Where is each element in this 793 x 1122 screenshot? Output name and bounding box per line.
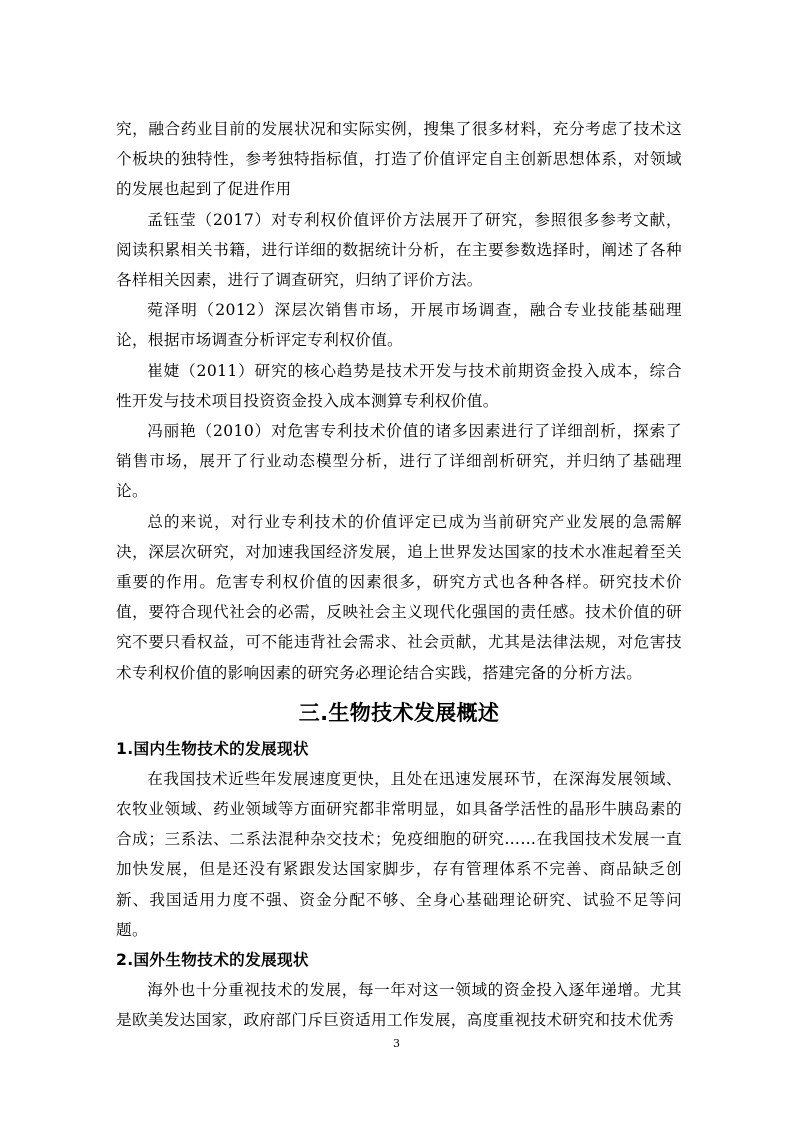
subsection-title-foreign: 2.国外生物技术的发展现状 xyxy=(116,951,309,970)
paragraph-meng: 孟钰莹（2017）对专利权价值评价方法展开了研究，参照很多参考文献，阅读积累相关书籍，进行详细的数据统计分析，在主要参数选择时，阐述了各种各样相关因素，进行了调查研究，归纳了评价方法。 xyxy=(116,210,682,290)
paragraph-summary: 总的来说，对行业专利技术的价值评定已成为当前研究产业发展的急需解决，深层次研究，对加速我国经济发展，追上世界发达国家的技术水准起着至关重要的作用。危害专利权价值的因素很多，研究方式也各种各样。研究技术价值，要符合现代社会的必需，反映社会主义现代化强国的责任感。技术价值的研究不要只看权益，可不能违背社会需求、社会贡献，尤其是法律法规，对危害技术专利权价值的影响因素的研究务必理论结合实践，搭建完备的分析方法。 xyxy=(116,512,682,682)
section-title: 三.生物技术发展概述 xyxy=(298,700,500,725)
page-number: 3 xyxy=(393,1037,400,1050)
paragraph-foreign: 海外也十分重视技术的发展，每一年对这一领域的资金投入逐年递增。尤其是欧美发达国家，政府部门斥巨资适用工作发展，高度重视技术研究和技术优秀 xyxy=(116,981,682,1030)
body-text xyxy=(116,114,682,1035)
paragraph-domestic: 在我国技术近些年发展速度更快，且处在迅速发展环节，在深海发展领域、农牧业领域、药业领域等方面研究都非常明显，如具备学活性的晶形牛胰岛素的合成；三系法、二系法混种杂交技术；免疫细胞的研究……在我国技术发展一直加快发展，但是还没有紧跟发达国家脚步，存有管理体系不完善、商品缺乏创新、我国适用力度不强、资金分配不够、全身心基础理论研究、试验不足等问题。 xyxy=(116,769,682,939)
paragraph-continued: 究，融合药业目前的发展状况和实际实例，搜集了很多材料，充分考虑了技术这个板块的独特性，参考独特指标值，打造了价值评定自主创新思想体系，对领域的发展也起到了促进作用 xyxy=(116,120,682,199)
paragraph-feng: 冯丽艳（2010）对危害专利技术价值的诸多因素进行了详细剖析，探索了销售市场，展开了行业动态模型分析，进行了详细剖析研究，并归纳了基础理论。 xyxy=(116,422,682,501)
paragraph-cui: 崔婕（2011）研究的核心趋势是技术开发与技术前期资金投入成本，综合性开发与技术项目投资资金投入成本测算专利权价值。 xyxy=(116,361,682,410)
paragraph-wan: 菀泽明（2012）深层次销售市场，开展市场调查，融合专业技能基础理论，根据市场调查分析评定专利权价值。 xyxy=(116,301,682,350)
subsection-title-domestic: 1.国内生物技术的发展现状 xyxy=(116,739,309,758)
